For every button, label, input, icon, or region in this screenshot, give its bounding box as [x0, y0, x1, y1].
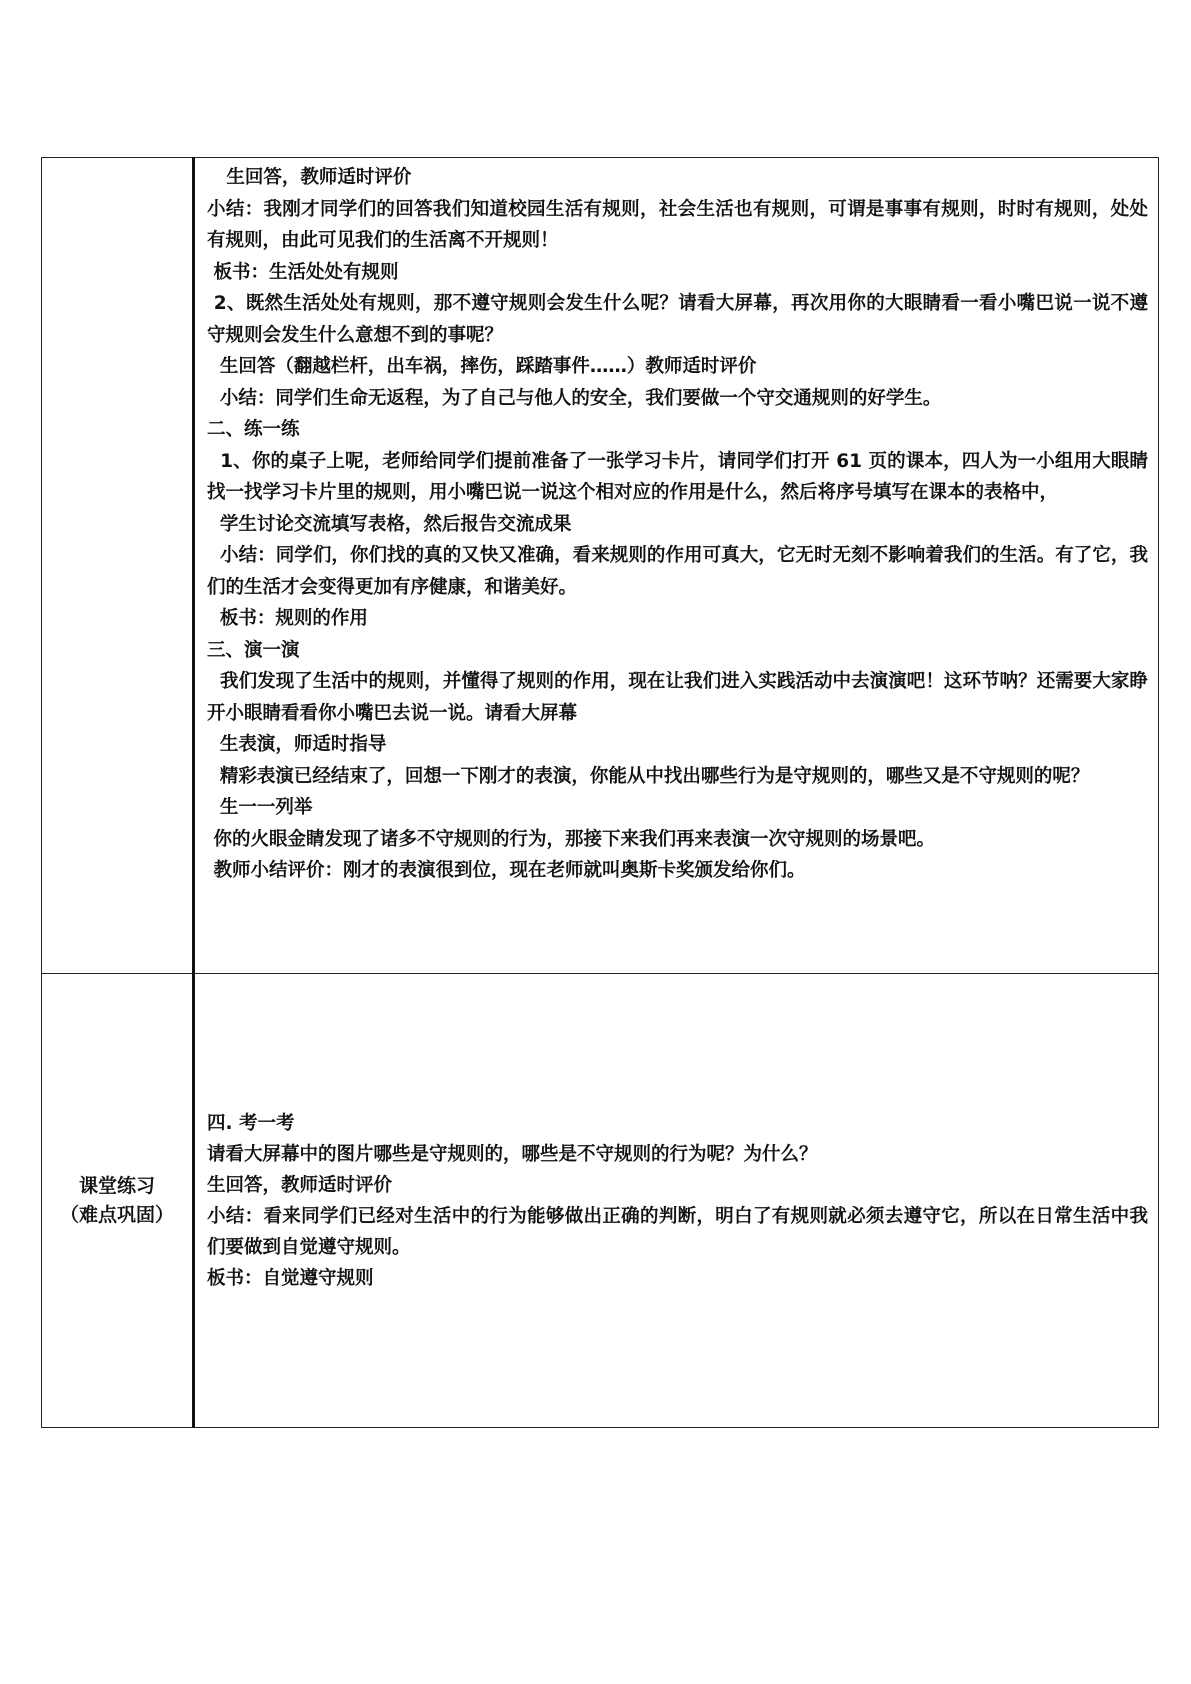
- teaching-process-content: [195, 158, 1158, 887]
- paragraph-line: 2、既然生活处处有规则，那不遵守规则会发生什么呢？请看大屏幕，再次用你的大眼睛看一看小嘴巴说一说不遵守规则会发生什么意想不到的事呢？: [207, 293, 1148, 346]
- row-label-line2: （难点巩固）: [59, 1203, 174, 1226]
- paragraph-line: 1、你的桌子上呢，老师给同学们提前准备了一张学习卡片，请同学们打开 61 页的课本，四人为一小组用大眼睛找一找学习卡片里的规则，用小嘴巴说一说这个相对应的作用是什么，然后将序号填写在课本的表格中，: [207, 450, 1148, 503]
- section-heading: 四. 考一考: [207, 1113, 295, 1134]
- paragraph-line: 请看大屏幕中的图片哪些是守规则的，哪些是不守规则的行为呢？为什么？: [207, 1144, 818, 1165]
- row-label-cell-empty: [42, 158, 194, 974]
- paragraph-line: 生回答，教师适时评价: [207, 167, 412, 188]
- row-label-cell: [42, 974, 194, 1428]
- paragraph-line: 我们发现了生活中的规则，并懂得了规则的作用，现在让我们进入实践活动中去演演吧！这环节呐？还需要大家睁开小眼睛看看你小嘴巴去说一说。请看大屏幕: [207, 671, 1148, 724]
- paragraph-line: 精彩表演已经结束了，回想一下刚才的表演，你能从中找出哪些行为是守规则的，哪些又是不守规则的呢？: [207, 765, 1090, 787]
- paragraph-line: 小结：我刚才同学们的回答我们知道校园生活有规则，社会生活也有规则，可谓是事事有规则，时时有规则，处处有规则，由此可见我们的生活离不开规则！: [207, 198, 1148, 251]
- classroom-practice-content: [195, 974, 1158, 1294]
- row-label: [42, 974, 192, 1427]
- classroom-practice-row: [42, 974, 1159, 1428]
- teaching-process-cell: [194, 158, 1159, 974]
- paragraph-line: 生一一列举: [207, 797, 313, 818]
- paragraph-line: 小结：同学们生命无返程，为了自己与他人的安全，我们要做一个守交通规则的好学生。: [207, 387, 942, 409]
- paragraph-line: 生表演，师适时指导: [207, 734, 387, 755]
- paragraph-line: 板书：自觉遵守规则: [207, 1268, 374, 1289]
- section-heading: 三、演一演: [207, 639, 300, 661]
- paragraph-line: 板书：生活处处有规则: [207, 261, 399, 283]
- paragraph-line: 生回答，教师适时评价: [207, 1175, 393, 1196]
- paragraph-line: 教师小结评价：刚才的表演很到位，现在老师就叫奥斯卡奖颁发给你们。: [207, 860, 806, 881]
- paragraph-line: 你的火眼金睛发现了诸多不守规则的行为，那接下来我们再来表演一次守规则的场景吧。: [207, 828, 935, 850]
- section-heading: 二、练一练: [207, 419, 300, 440]
- paragraph-line: 板书：规则的作用: [207, 608, 368, 629]
- row-label-line1: 课堂练习: [78, 1174, 155, 1197]
- lesson-plan-table: [41, 157, 1159, 1428]
- paragraph-line: 生回答（翻越栏杆，出车祸，摔伤，踩踏事件……）教师适时评价: [207, 356, 757, 377]
- paragraph-line: 学生讨论交流填写表格，然后报告交流成果: [207, 513, 572, 535]
- classroom-practice-cell: [194, 974, 1159, 1428]
- teaching-process-row: [42, 158, 1159, 974]
- paragraph-line: 小结：看来同学们已经对生活中的行为能够做出正确的判断，明白了有规则就必须去遵守它，所以在日常生活中我们要做到自觉遵守规则。: [207, 1206, 1148, 1258]
- paragraph-line: 小结：同学们，你们找的真的又快又准确，看来规则的作用可真大，它无时无刻不影响着我们的生活。有了它，我们的生活才会变得更加有序健康，和谐美好。: [207, 545, 1148, 598]
